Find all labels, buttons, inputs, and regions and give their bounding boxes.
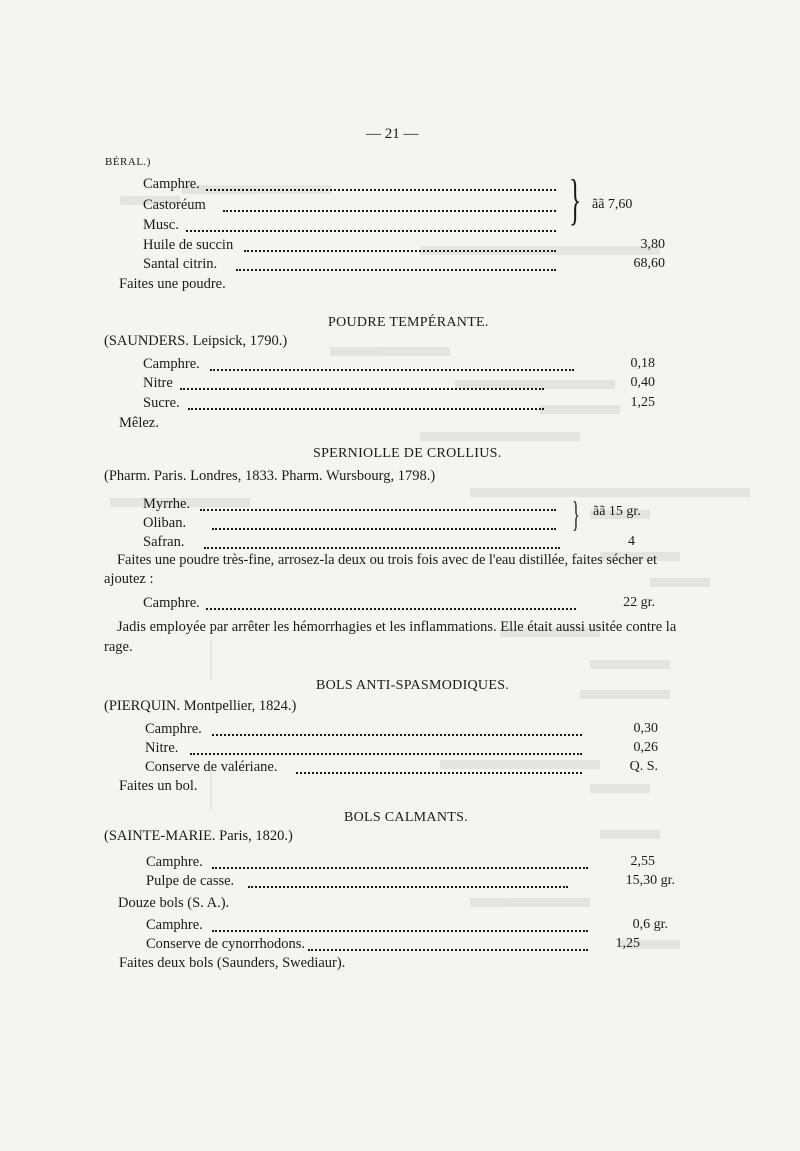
ingredient-name: Conserve de cynorrhodons. <box>146 936 306 952</box>
ingredient-name: Camphre. <box>143 595 200 611</box>
source-citation: (SAUNDERS. Leipsick, 1790.) <box>104 333 288 349</box>
instruction: Faites une poudre. <box>119 276 226 292</box>
ingredient-name: Myrrhe. <box>143 496 191 512</box>
ingredient-name: Castoréum <box>143 197 206 213</box>
leader-dots <box>210 369 574 371</box>
section-title: SPERNIOLLE DE CROLLIUS. <box>313 446 502 461</box>
ingredient-quantity: 1,25 <box>615 936 640 951</box>
section-title: POUDRE TEMPÉRANTE. <box>328 315 489 330</box>
ingredient-name: Camphre. <box>143 176 200 192</box>
instruction-text: ajoutez : <box>104 571 154 587</box>
ingredient-name: Pulpe de casse. <box>146 873 235 889</box>
ingredient-name: Huile de succin <box>143 237 234 253</box>
leader-dots <box>206 189 556 191</box>
brace-quantity: ãã 7,60 <box>592 197 633 212</box>
ingredient-name: Musc. <box>143 217 179 233</box>
ingredient-name: Safran. <box>143 534 185 550</box>
ingredient-quantity: 0,30 <box>633 721 658 736</box>
section-title: BOLS ANTI-SPASMODIQUES. <box>316 678 510 693</box>
leader-dots <box>236 269 556 271</box>
leader-dots <box>188 408 544 410</box>
leader-dots <box>296 772 582 774</box>
ingredient-quantity: 68,60 <box>633 256 665 271</box>
ingredient-name: Camphre. <box>146 917 203 933</box>
ingredient-quantity: 0,18 <box>630 356 655 371</box>
leader-dots <box>248 886 568 888</box>
leader-dots <box>190 753 582 755</box>
leader-dots <box>212 734 582 736</box>
leader-dots <box>244 250 556 252</box>
ingredient-quantity: 15,30 gr. <box>625 873 675 888</box>
ingredient-quantity: 2,55 <box>630 854 655 869</box>
leader-dots <box>212 930 588 932</box>
ingredient-quantity: 0,40 <box>630 375 655 390</box>
leader-dots <box>206 608 576 610</box>
ingredient-name: Sucre. <box>143 395 180 411</box>
ingredient-name: Conserve de valériane. <box>145 759 278 775</box>
ingredient-name: Camphre. <box>145 721 202 737</box>
ingredient-name: Nitre <box>143 375 173 391</box>
ingredient-quantity: 0,26 <box>633 740 658 755</box>
leader-dots <box>212 867 588 869</box>
ingredient-quantity: 3,80 <box>640 237 665 252</box>
leader-dots <box>223 210 556 212</box>
ingredient-quantity: Q. S. <box>629 759 658 774</box>
ingredient-quantity: 0,6 gr. <box>632 917 668 932</box>
instruction: Mêlez. <box>119 415 159 431</box>
leader-dots <box>204 547 560 549</box>
section-title: BOLS CALMANTS. <box>344 810 468 825</box>
leader-dots <box>180 388 544 390</box>
ingredient-name: Oliban. <box>143 515 187 531</box>
source-citation: (Pharm. Paris. Londres, 1833. Pharm. Wursbourg, 1798.) <box>104 468 436 484</box>
leader-dots <box>212 528 556 530</box>
ingredient-name: Camphre. <box>143 356 200 372</box>
source-fragment: BÉRAL.) <box>105 156 151 168</box>
ingredient-name: Camphre. <box>146 854 203 870</box>
instruction: Faites un bol. <box>119 778 198 794</box>
source-citation: (SAINTE-MARIE. Paris, 1820.) <box>104 828 293 844</box>
ingredient-name: Santal citrin. <box>143 256 218 272</box>
note-text: Jadis employée par arrêter les hémorrhagies et les inflammations. Elle était aussi usitée contre la <box>117 619 677 635</box>
leader-dots <box>186 230 556 232</box>
source-citation: (PIERQUIN. Montpellier, 1824.) <box>104 698 297 714</box>
ingredient-quantity: 1,25 <box>630 395 655 410</box>
page-number: — 21 — <box>366 126 419 142</box>
note-text: rage. <box>104 639 133 655</box>
brace-symbol: } <box>569 169 582 231</box>
leader-dots <box>200 509 556 511</box>
instruction: Faites deux bols (Saunders, Swediaur). <box>119 955 346 971</box>
ingredient-quantity: 22 gr. <box>623 595 655 610</box>
instruction: Douze bols (S. A.). <box>118 895 230 911</box>
brace-symbol: } <box>572 494 580 534</box>
brace-quantity: ãã 15 gr. <box>593 504 641 519</box>
ingredient-name: Nitre. <box>145 740 179 756</box>
instruction-text: Faites une poudre très-fine, arrosez-la deux ou trois fois avec de l'eau distillée, faites sécher et <box>117 552 657 568</box>
leader-dots <box>308 949 588 951</box>
ingredient-quantity: 4 <box>628 534 635 549</box>
